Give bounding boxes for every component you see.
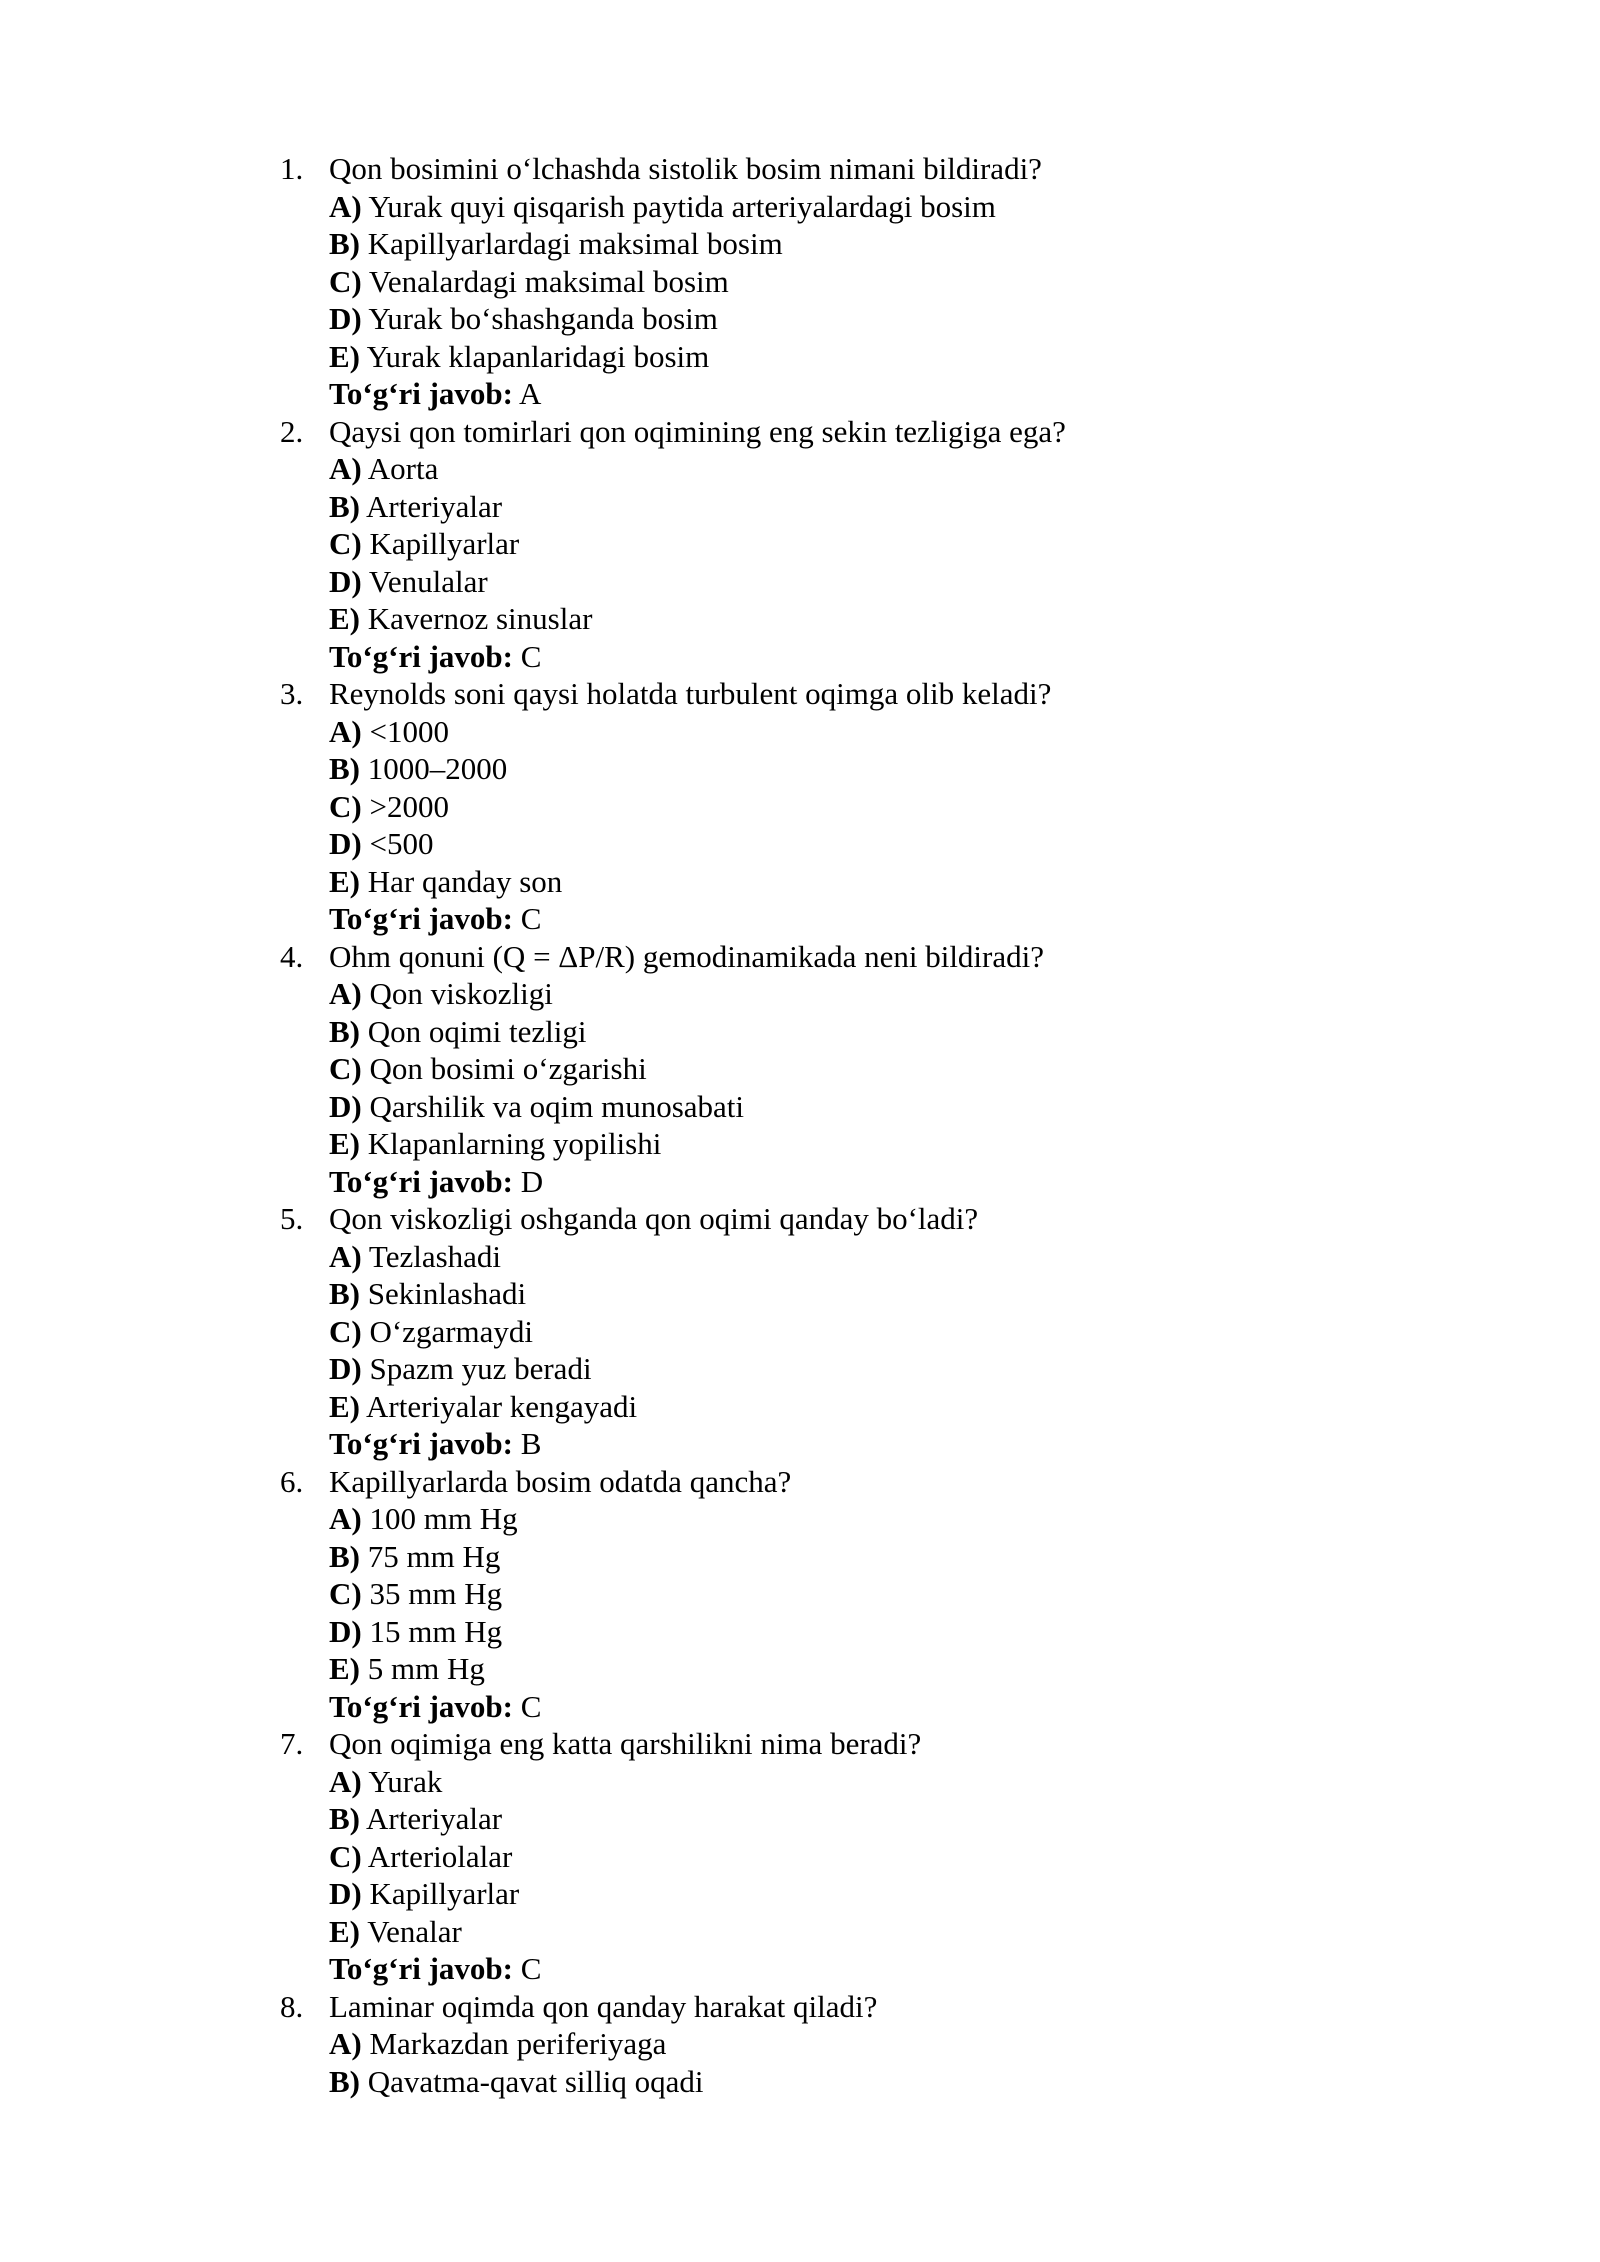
option-letter: E) (329, 863, 360, 899)
option-letter: B) (329, 1013, 360, 1049)
option (329, 488, 502, 526)
option-line (0, 525, 1600, 563)
option-letter: B) (329, 2063, 360, 2099)
option (329, 2063, 703, 2101)
option-line (0, 1763, 1600, 1801)
option-line (0, 450, 1600, 488)
option-letter: C) (329, 1838, 362, 1874)
option-text: Yurak klapanlaridagi bosim (366, 338, 710, 374)
option-letter: C) (329, 1313, 362, 1349)
option-text: Arteriyalar (366, 488, 503, 524)
question-text: Laminar oqimda qon qanday harakat qiladi? (329, 1988, 878, 2024)
option-line (0, 1238, 1600, 1276)
option-line (0, 225, 1600, 263)
answer-line (0, 1950, 1600, 1988)
option (329, 188, 996, 226)
option-letter: D) (329, 1088, 362, 1124)
question-number: 1. (280, 151, 304, 186)
option-text: Aorta (367, 451, 439, 486)
question-line (0, 675, 1600, 713)
correct-answer (329, 1163, 543, 1201)
option-letter: B) (329, 226, 360, 261)
option-text: Yurak bo‘shashganda bosim (368, 301, 718, 336)
option-letter: C) (329, 788, 362, 824)
option-text: 1000–2000 (367, 751, 508, 786)
option-letter: A) (329, 188, 362, 224)
option-text: Markazdan periferiyaga (369, 2026, 667, 2061)
question-text: Qon bosimini o‘lchashda sistolik bosim nimani bildiradi? (329, 151, 1042, 186)
option-line (0, 2025, 1600, 2063)
correct-answer (329, 1950, 541, 1988)
option-letter: E) (329, 601, 360, 636)
option (329, 1125, 661, 1163)
answer-label: To‘g‘ri javob: (329, 376, 513, 411)
option-line (0, 1613, 1600, 1651)
answer-line (0, 375, 1600, 413)
option-letter: E) (329, 1913, 360, 1949)
question-line (0, 413, 1600, 451)
option-text: O‘zgarmaydi (369, 1313, 534, 1349)
option (329, 1838, 512, 1876)
question-line (0, 150, 1600, 188)
option-line (0, 338, 1600, 376)
option (329, 600, 592, 638)
option-line (0, 1875, 1600, 1913)
answer-label: To‘g‘ri javob: (329, 901, 513, 936)
option (329, 1050, 647, 1088)
option-text: Qon oqimi tezligi (367, 1013, 587, 1049)
option (329, 713, 449, 751)
option (329, 2025, 666, 2063)
option-letter: C) (329, 1051, 362, 1086)
option (329, 450, 438, 488)
option-text: Kavernoz sinuslar (367, 601, 593, 636)
option-line (0, 788, 1600, 826)
document-page (0, 150, 1600, 2100)
option-text: 75 mm Hg (367, 1538, 501, 1574)
answer-line (0, 1688, 1600, 1726)
option (329, 1613, 502, 1651)
question-number: 6. (280, 1463, 304, 1499)
option-text: Arteriolalar (367, 1838, 513, 1874)
correct-answer (329, 1688, 541, 1726)
option-text: Yurak quyi qisqarish paytida arteriyalardagi bosim (368, 188, 996, 224)
question-line (0, 938, 1600, 976)
answer-label: To‘g‘ri javob: (329, 1163, 513, 1199)
option (329, 750, 507, 788)
answer-value: D (520, 1163, 544, 1199)
question-line (0, 1988, 1600, 2026)
option-line (0, 1913, 1600, 1951)
option (329, 863, 562, 901)
answer-line (0, 900, 1600, 938)
option-text: Qavatma-qavat silliq oqadi (367, 2063, 704, 2099)
option-text: <1000 (369, 713, 449, 749)
option-line (0, 1350, 1600, 1388)
option-text: <500 (369, 826, 434, 861)
question-number: 7. (280, 1726, 304, 1761)
option-letter: E) (329, 1651, 360, 1686)
question-number: 8. (280, 1988, 304, 2024)
option (329, 300, 718, 338)
answer-line (0, 638, 1600, 676)
option (329, 263, 729, 301)
option-letter: C) (329, 526, 362, 561)
question-text: Qon oqimiga eng katta qarshilikni nima beradi? (329, 1726, 922, 1761)
answer-value: C (520, 1951, 542, 1986)
option-letter: A) (329, 1238, 362, 1274)
option-letter: A) (329, 1763, 362, 1799)
question-number: 2. (280, 413, 304, 449)
option-line (0, 713, 1600, 751)
option-letter: B) (329, 1538, 360, 1574)
answer-value: C (520, 901, 542, 936)
option-line (0, 1013, 1600, 1051)
answer-value: C (520, 1688, 542, 1724)
option-line (0, 1838, 1600, 1876)
correct-answer (329, 1425, 541, 1463)
option (329, 1388, 637, 1426)
option-text: >2000 (369, 788, 449, 824)
option-text: 35 mm Hg (369, 1576, 503, 1611)
answer-value: A (519, 376, 542, 411)
option (329, 975, 553, 1013)
option-letter: D) (329, 1613, 362, 1649)
option-text: Kapillyarlar (369, 1876, 520, 1911)
question-line (0, 1725, 1600, 1763)
option-letter: D) (329, 563, 362, 599)
question-line (0, 1463, 1600, 1501)
option-letter: B) (329, 1276, 360, 1311)
option-text: Yurak (368, 1763, 443, 1799)
option-letter: E) (329, 1388, 360, 1424)
option-line (0, 1088, 1600, 1126)
option-line (0, 1125, 1600, 1163)
option (329, 1350, 592, 1388)
answer-label: To‘g‘ri javob: (329, 1951, 513, 1986)
correct-answer (329, 900, 541, 938)
answer-line (0, 1163, 1600, 1201)
option (329, 1538, 500, 1576)
question-text: Qaysi qon tomirlari qon oqimining eng sekin tezligiga ega? (329, 413, 1066, 449)
option (329, 563, 488, 601)
option (329, 788, 449, 826)
option (329, 1800, 502, 1838)
option-letter: A) (329, 2026, 362, 2061)
option-text: Arteriyalar kengayadi (366, 1388, 638, 1424)
option-text: Kapillyarlardagi maksimal bosim (367, 226, 783, 261)
option-line (0, 1575, 1600, 1613)
option-line (0, 600, 1600, 638)
option-letter: D) (329, 1351, 362, 1386)
option-letter: B) (329, 751, 360, 786)
option-line (0, 488, 1600, 526)
question-number: 3. (280, 676, 304, 711)
option-letter: C) (329, 1576, 362, 1611)
option (329, 1313, 533, 1351)
option-letter: A) (329, 1501, 362, 1536)
option-letter: D) (329, 1876, 362, 1911)
question-text: Kapillyarlarda bosim odatda qancha? (329, 1463, 792, 1499)
option-letter: A) (329, 976, 362, 1011)
option-line (0, 825, 1600, 863)
option-line (0, 188, 1600, 226)
option (329, 825, 433, 863)
option-letter: E) (329, 1126, 360, 1161)
option-line (0, 2063, 1600, 2101)
option-letter: C) (329, 263, 362, 299)
option (329, 1500, 518, 1538)
option-text: Qon viskozligi (369, 976, 553, 1011)
option (329, 225, 783, 263)
option-text: 15 mm Hg (369, 1613, 503, 1649)
option-text: 100 mm Hg (369, 1501, 518, 1536)
option-line (0, 1313, 1600, 1351)
option (329, 1013, 586, 1051)
option-line (0, 300, 1600, 338)
answer-value: B (520, 1426, 542, 1461)
option-text: Klapanlarning yopilishi (367, 1126, 662, 1161)
option-line (0, 863, 1600, 901)
option-letter: A) (329, 713, 362, 749)
option (329, 525, 519, 563)
option-text: Qon bosimi o‘zgarishi (369, 1051, 647, 1086)
question-number: 4. (280, 938, 304, 974)
answer-value: C (520, 638, 542, 674)
question-number: 5. (280, 1201, 304, 1236)
option-line (0, 563, 1600, 601)
option (329, 1088, 744, 1126)
option (329, 1913, 462, 1951)
option-text: Venalardagi maksimal bosim (368, 263, 729, 299)
option-line (0, 1388, 1600, 1426)
answer-line (0, 1425, 1600, 1463)
option-line (0, 1275, 1600, 1313)
answer-label: To‘g‘ri javob: (329, 1688, 513, 1724)
option (329, 1238, 501, 1276)
correct-answer (329, 638, 541, 676)
option-text: Kapillyarlar (369, 526, 520, 561)
option-line (0, 975, 1600, 1013)
option (329, 338, 709, 376)
option-text: Arteriyalar (366, 1801, 503, 1836)
option-line (0, 263, 1600, 301)
question-text: Ohm qonuni (Q = ΔP/R) gemodinamikada neni bildiradi? (329, 938, 1044, 974)
option-line (0, 1050, 1600, 1088)
answer-label: To‘g‘ri javob: (329, 1426, 513, 1461)
option-letter: D) (329, 301, 362, 336)
option-letter: D) (329, 826, 362, 861)
option-line (0, 1650, 1600, 1688)
correct-answer (329, 375, 541, 413)
option-line (0, 1500, 1600, 1538)
option-text: Venulalar (368, 563, 488, 599)
option-text: Har qanday son (367, 863, 563, 899)
option-text: Tezlashadi (368, 1238, 502, 1274)
option-letter: B) (329, 488, 360, 524)
question-line (0, 1200, 1600, 1238)
option (329, 1650, 485, 1688)
option-letter: E) (329, 338, 360, 374)
option (329, 1275, 526, 1313)
option-letter: B) (329, 1801, 360, 1836)
option-text: Qarshilik va oqim munosabati (369, 1088, 744, 1124)
option-text: 5 mm Hg (367, 1651, 485, 1686)
option (329, 1763, 442, 1801)
option-text: Spazm yuz beradi (369, 1351, 592, 1386)
question-text: Reynolds soni qaysi holatda turbulent oqimga olib keladi? (329, 676, 1052, 711)
option (329, 1575, 502, 1613)
option (329, 1875, 519, 1913)
answer-label: To‘g‘ri javob: (329, 638, 513, 674)
question-text: Qon viskozligi oshganda qon oqimi qanday bo‘ladi? (329, 1201, 979, 1236)
option-text: Sekinlashadi (367, 1276, 527, 1311)
option-line (0, 1800, 1600, 1838)
option-line (0, 750, 1600, 788)
option-text: Venalar (367, 1913, 462, 1949)
option-letter: A) (329, 451, 362, 486)
option-line (0, 1538, 1600, 1576)
